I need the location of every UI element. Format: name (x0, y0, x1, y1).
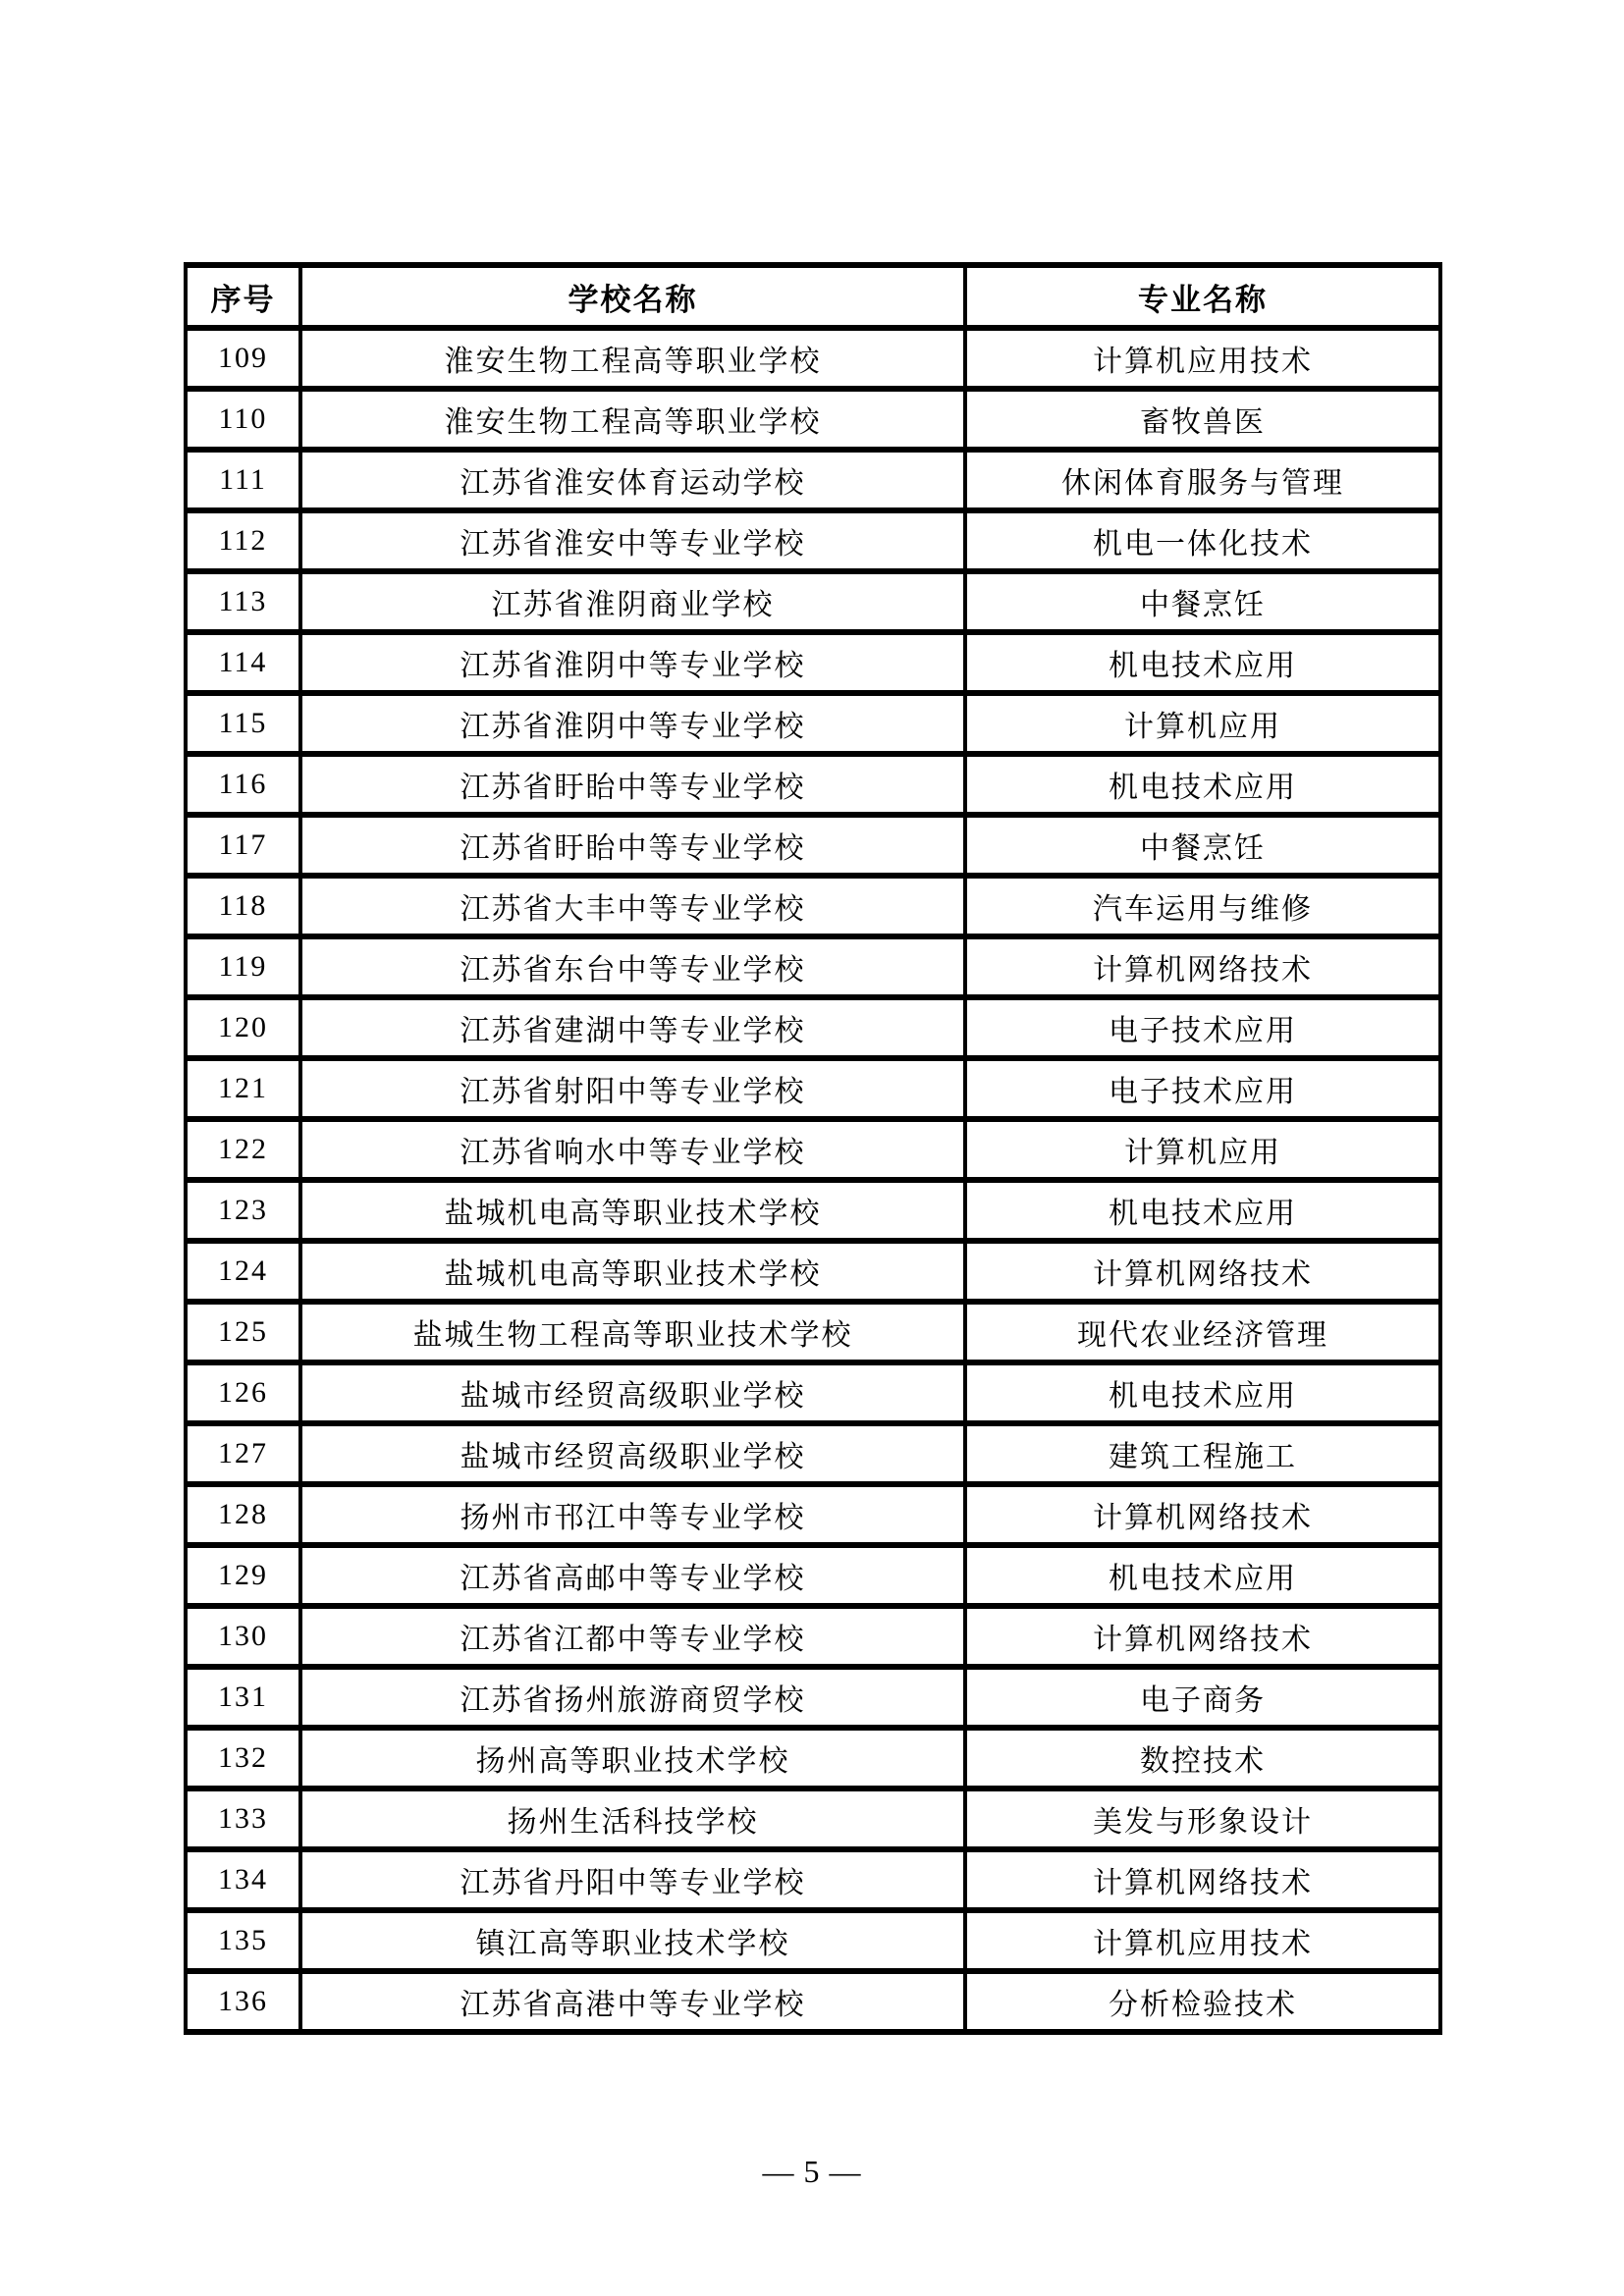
school-name-cell: 江苏省淮阴中等专业学校 (300, 693, 965, 754)
major-name-cell: 计算机应用技术 (965, 328, 1440, 389)
row-index-cell: 119 (186, 936, 300, 997)
row-index-cell: 110 (186, 389, 300, 450)
row-index-cell: 132 (186, 1728, 300, 1789)
major-name-cell: 美发与形象设计 (965, 1789, 1440, 1849)
table-row (186, 1545, 1440, 1606)
row-index-cell: 116 (186, 754, 300, 815)
table-row (186, 1058, 1440, 1119)
school-name-cell: 江苏省淮安体育运动学校 (300, 450, 965, 510)
row-index-cell: 111 (186, 450, 300, 510)
school-name-cell: 江苏省淮阴商业学校 (300, 571, 965, 632)
col-header-school-name: 学校名称 (300, 265, 965, 328)
row-index-cell: 135 (186, 1910, 300, 1971)
col-header-index: 序号 (186, 265, 300, 328)
major-name-cell: 分析检验技术 (965, 1971, 1440, 2032)
school-name-cell: 扬州高等职业技术学校 (300, 1728, 965, 1789)
table-row (186, 1971, 1440, 2032)
row-index-cell: 118 (186, 876, 300, 936)
school-name-cell: 盐城市经贸高级职业学校 (300, 1423, 965, 1484)
row-index-cell: 128 (186, 1484, 300, 1545)
table-row (186, 1667, 1440, 1728)
row-index-cell: 124 (186, 1241, 300, 1302)
school-name-cell: 盐城市经贸高级职业学校 (300, 1362, 965, 1423)
school-name-cell: 江苏省高港中等专业学校 (300, 1971, 965, 2032)
major-name-cell: 电子商务 (965, 1667, 1440, 1728)
school-name-cell: 江苏省丹阳中等专业学校 (300, 1849, 965, 1910)
major-name-cell: 机电技术应用 (965, 1545, 1440, 1606)
page-number: — 5 — (762, 2154, 862, 2189)
row-index-cell: 127 (186, 1423, 300, 1484)
major-name-cell: 数控技术 (965, 1728, 1440, 1789)
major-name-cell: 畜牧兽医 (965, 389, 1440, 450)
major-name-cell: 电子技术应用 (965, 997, 1440, 1058)
school-name-cell: 江苏省大丰中等专业学校 (300, 876, 965, 936)
row-index-cell: 123 (186, 1180, 300, 1241)
school-name-cell: 江苏省淮阴中等专业学校 (300, 632, 965, 693)
table-row (186, 876, 1440, 936)
row-index-cell: 134 (186, 1849, 300, 1910)
table-row (186, 754, 1440, 815)
row-index-cell: 120 (186, 997, 300, 1058)
table-row (186, 1484, 1440, 1545)
school-name-cell: 淮安生物工程高等职业学校 (300, 328, 965, 389)
row-index-cell: 136 (186, 1971, 300, 2032)
table-row (186, 328, 1440, 389)
row-index-cell: 112 (186, 510, 300, 571)
table-row (186, 1789, 1440, 1849)
school-name-cell: 江苏省盱眙中等专业学校 (300, 815, 965, 876)
major-name-cell: 机电一体化技术 (965, 510, 1440, 571)
row-index-cell: 133 (186, 1789, 300, 1849)
major-name-cell: 计算机网络技术 (965, 1849, 1440, 1910)
row-index-cell: 117 (186, 815, 300, 876)
table-row (186, 1362, 1440, 1423)
table-row (186, 450, 1440, 510)
major-name-cell: 中餐烹饪 (965, 571, 1440, 632)
school-name-cell: 江苏省高邮中等专业学校 (300, 1545, 965, 1606)
row-index-cell: 129 (186, 1545, 300, 1606)
school-name-cell: 江苏省扬州旅游商贸学校 (300, 1667, 965, 1728)
major-name-cell: 汽车运用与维修 (965, 876, 1440, 936)
row-index-cell: 109 (186, 328, 300, 389)
major-name-cell: 计算机网络技术 (965, 1484, 1440, 1545)
school-name-cell: 扬州市邗江中等专业学校 (300, 1484, 965, 1545)
major-name-cell: 现代农业经济管理 (965, 1302, 1440, 1362)
row-index-cell: 130 (186, 1606, 300, 1667)
school-name-cell: 江苏省建湖中等专业学校 (300, 997, 965, 1058)
major-name-cell: 计算机应用技术 (965, 1910, 1440, 1971)
school-major-table (184, 262, 1442, 2035)
table-body (186, 328, 1440, 2032)
major-name-cell: 机电技术应用 (965, 632, 1440, 693)
school-name-cell: 江苏省淮安中等专业学校 (300, 510, 965, 571)
row-index-cell: 113 (186, 571, 300, 632)
school-name-cell: 镇江高等职业技术学校 (300, 1910, 965, 1971)
school-name-cell: 盐城机电高等职业技术学校 (300, 1180, 965, 1241)
row-index-cell: 126 (186, 1362, 300, 1423)
table-header-row (186, 265, 1440, 328)
school-name-cell: 江苏省盱眙中等专业学校 (300, 754, 965, 815)
table-row (186, 936, 1440, 997)
table-row (186, 1910, 1440, 1971)
table-row (186, 1241, 1440, 1302)
table-row (186, 389, 1440, 450)
major-name-cell: 计算机应用 (965, 693, 1440, 754)
table-row (186, 632, 1440, 693)
school-name-cell: 扬州生活科技学校 (300, 1789, 965, 1849)
table-row (186, 1180, 1440, 1241)
table-row (186, 815, 1440, 876)
major-name-cell: 中餐烹饪 (965, 815, 1440, 876)
major-name-cell: 电子技术应用 (965, 1058, 1440, 1119)
table-row (186, 1606, 1440, 1667)
table-row (186, 997, 1440, 1058)
table-row (186, 1119, 1440, 1180)
major-name-cell: 休闲体育服务与管理 (965, 450, 1440, 510)
table-row (186, 510, 1440, 571)
major-name-cell: 计算机网络技术 (965, 1606, 1440, 1667)
table-row (186, 571, 1440, 632)
row-index-cell: 114 (186, 632, 300, 693)
major-name-cell: 计算机网络技术 (965, 1241, 1440, 1302)
table-row (186, 1849, 1440, 1910)
major-name-cell: 计算机网络技术 (965, 936, 1440, 997)
table-row (186, 1423, 1440, 1484)
school-name-cell: 江苏省响水中等专业学校 (300, 1119, 965, 1180)
school-name-cell: 盐城机电高等职业技术学校 (300, 1241, 965, 1302)
row-index-cell: 131 (186, 1667, 300, 1728)
major-name-cell: 机电技术应用 (965, 1180, 1440, 1241)
school-name-cell: 江苏省射阳中等专业学校 (300, 1058, 965, 1119)
table-row (186, 693, 1440, 754)
col-header-major-name: 专业名称 (965, 265, 1440, 328)
row-index-cell: 122 (186, 1119, 300, 1180)
table-row (186, 1728, 1440, 1789)
major-name-cell: 机电技术应用 (965, 1362, 1440, 1423)
school-name-cell: 江苏省江都中等专业学校 (300, 1606, 965, 1667)
major-name-cell: 建筑工程施工 (965, 1423, 1440, 1484)
row-index-cell: 125 (186, 1302, 300, 1362)
school-name-cell: 淮安生物工程高等职业学校 (300, 389, 965, 450)
row-index-cell: 115 (186, 693, 300, 754)
row-index-cell: 121 (186, 1058, 300, 1119)
school-name-cell: 江苏省东台中等专业学校 (300, 936, 965, 997)
major-name-cell: 计算机应用 (965, 1119, 1440, 1180)
table-row (186, 1302, 1440, 1362)
school-name-cell: 盐城生物工程高等职业技术学校 (300, 1302, 965, 1362)
major-name-cell: 机电技术应用 (965, 754, 1440, 815)
